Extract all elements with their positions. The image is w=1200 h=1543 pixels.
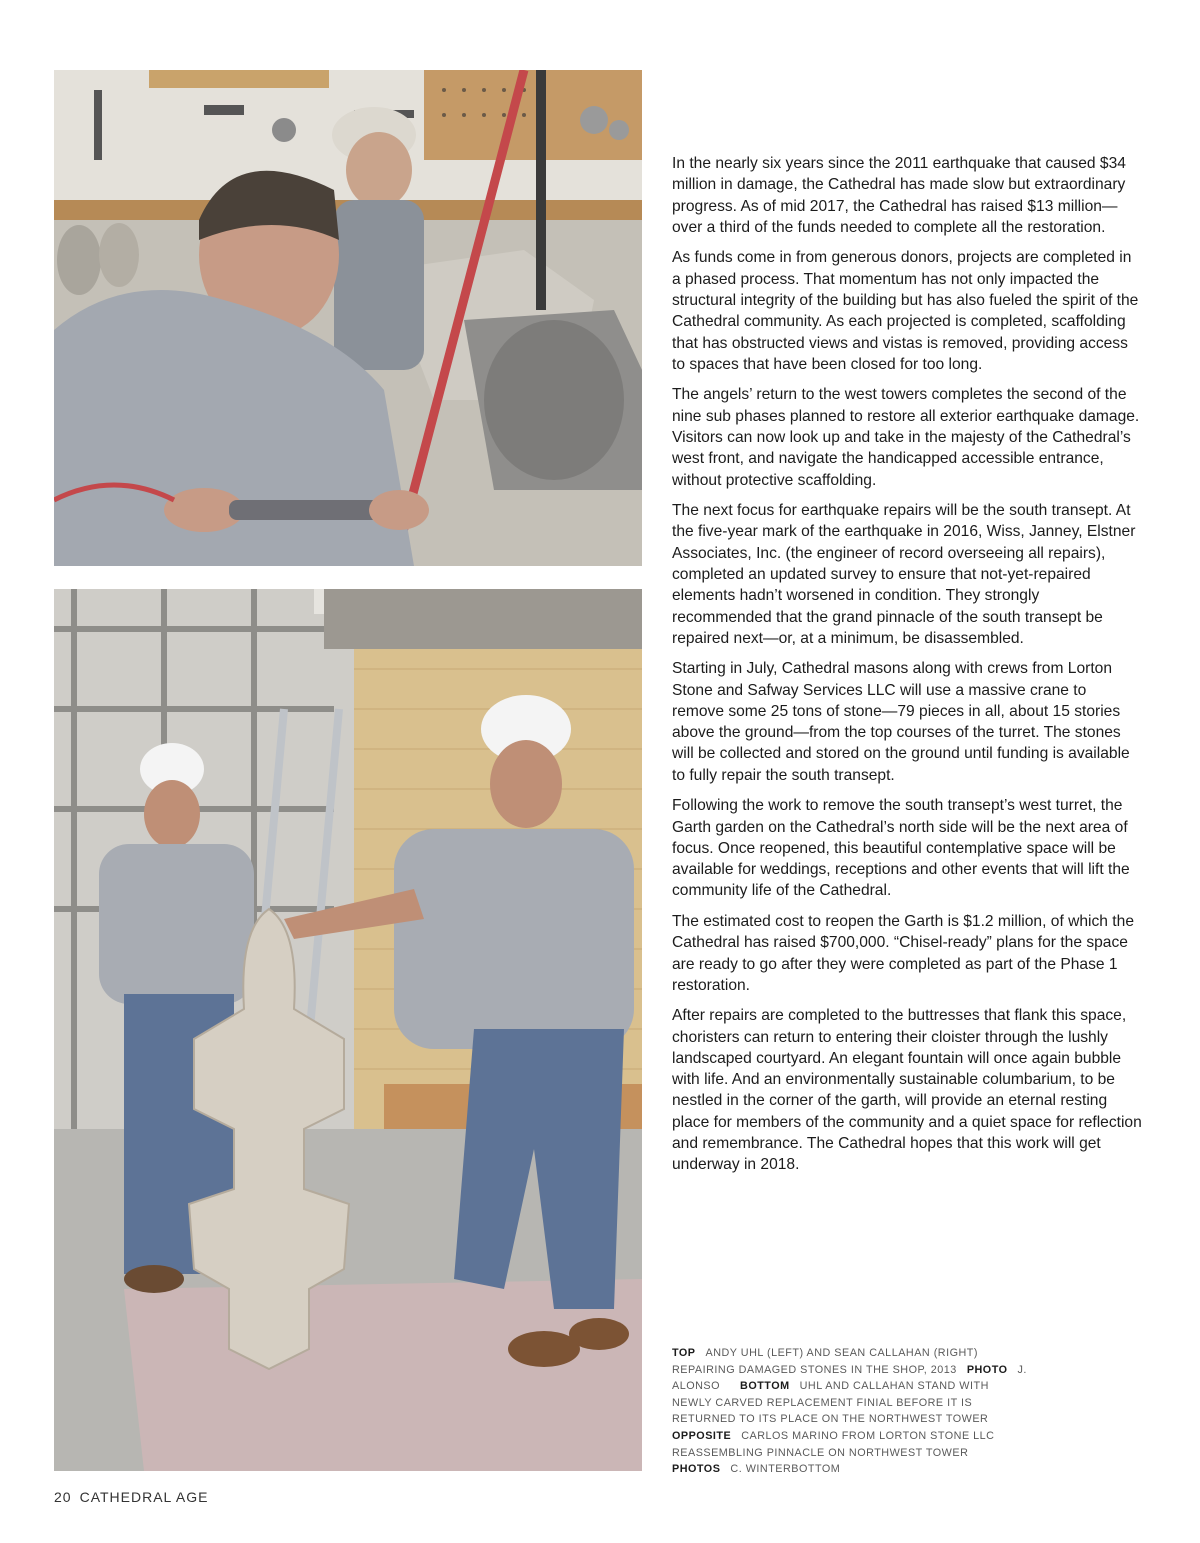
masons-carving-stone-photo xyxy=(54,70,642,566)
article-body xyxy=(672,153,1142,1185)
caption-top-text: ANDY UHL (LEFT) AND SEAN CALLAHAN (RIGHT) REPAIRING DAMAGED STONES IN THE SHOP, 2013 xyxy=(672,1347,978,1376)
caption-photos-label: PHOTOS xyxy=(672,1463,721,1476)
caption-opposite-text: CARLOS MARINO FROM LORTON STONE LLC REASSEMBLING PINNACLE ON NORTHWEST TOWER xyxy=(672,1429,995,1459)
caption-photo-text: J. ALONSO xyxy=(672,1363,1027,1393)
publication-name: CATHEDRAL AGE xyxy=(79,1489,209,1505)
body-paragraph-6: Following the work to remove the south transept’s west turret, the Garth garden on the Cathedral’s north side will be the next area of focus. Once reopened, this beautiful contemplative space will be available for weddings, receptions and other events that will lift the community life of the Cathedral. xyxy=(672,797,1130,900)
body-paragraph-7: The estimated cost to reopen the Garth is $1.2 million, of which the Cathedral has raised $700,000. “Chisel-ready” plans for the space are ready to go after they were completed as part of the Phase 1 restoration. xyxy=(672,912,1134,994)
page-number: 20 xyxy=(54,1489,72,1505)
body-paragraph-1: In the nearly six years since the 2011 earthquake that caused $34 million in damage, the Cathedral has made slow but extraordinary progress. As of mid 2017, the Cathedral has raised $13 million—over a third of the funds needed to complete all the restoration. xyxy=(672,155,1126,236)
photo-caption xyxy=(672,1345,1032,1478)
page-footer xyxy=(54,1489,209,1505)
body-paragraph-4: The next focus for earthquake repairs will be the south transept. At the five-year mark of the earthquake in 2016, Wiss, Janney, Elstner Associates, Inc. (the engineer of record overseeing all repairs), completed an updated survey to ensure that not-yet-repaired elements hadn’t worsened in condition. They strongly recommended that the grand pinnacle of the south transept be repaired next—or, at a minimum, be disassembled. xyxy=(672,502,1136,647)
caption-photos-text: C. WINTERBOTTOM xyxy=(730,1463,841,1476)
body-paragraph-5: Starting in July, Cathedral masons along with crews from Lorton Stone and Safway Services LLC will use a massive crane to remove some 25 tons of stone—79 pieces in all, about 15 stories above the ground—from the top courses of the turret. The stones will be collected and stored on the ground until funding is available to fully repair the south transept. xyxy=(672,660,1130,784)
body-paragraph-2: As funds come in from generous donors, projects are completed in a phased process. That momentum has not only impacted the structural integrity of the building but has also fueled the spirit of the Cathedral community. As each projected is completed, scaffolding that has obstructed views and vistas is removed, providing access to spaces that have been closed for too long. xyxy=(672,249,1139,373)
photo-bottom-finial xyxy=(54,589,642,1471)
body-paragraph-3: The angels’ return to the west towers completes the second of the nine sub phases planned to restore all exterior earthquake damage. Visitors can now look up and take in the majesty of the Cathedral’s west front, and navigate the handicapped accessible entrance, without protective scaffolding. xyxy=(672,386,1140,489)
caption-bottom-text: UHL AND CALLAHAN STAND WITH NEWLY CARVED REPLACEMENT FINIAL BEFORE IT IS RETURNED TO ITS PLACE ON THE NORTHWEST TOWER xyxy=(672,1380,989,1426)
caption-top-label: TOP xyxy=(672,1347,696,1359)
caption-bottom-label: BOTTOM xyxy=(740,1380,790,1393)
caption-photo-label: PHOTO xyxy=(966,1363,1008,1376)
masons-with-finial-photo xyxy=(54,589,642,1471)
body-paragraph-8: After repairs are completed to the buttresses that flank this space, choristers can return to entering their cloister through the lushly landscaped courtyard. An elegant fountain will once again bubble with life. And an environmentally sustainable columbarium, to be nestled in the corner of the garth, will provide an eternal resting place for members of the community and a quiet space for reflection and remembrance. The Cathedral hopes that this work will get underway in 2018. xyxy=(672,1007,1142,1174)
caption-opposite-label: OPPOSITE xyxy=(672,1429,732,1442)
photo-top-workshop xyxy=(54,70,642,566)
